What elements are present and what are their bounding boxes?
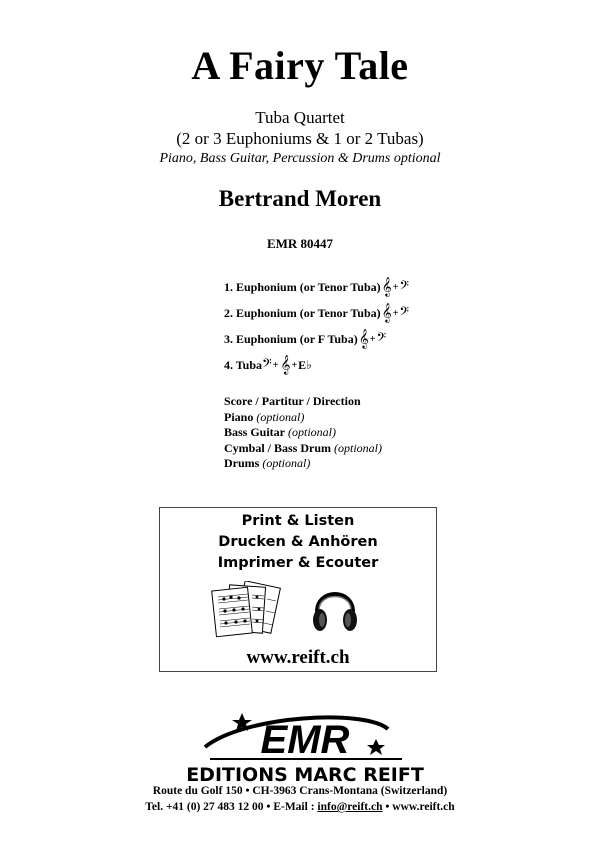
part-4 xyxy=(224,352,409,378)
plus-sign: + xyxy=(392,281,399,293)
bass-clef-icon: 𝄢 xyxy=(376,329,387,348)
promo-website: www.reift.ch xyxy=(246,647,350,668)
email-link[interactable]: info@reift.ch xyxy=(317,801,383,813)
plus-sign: + xyxy=(392,307,399,319)
promo-line-german: Drucken & Anhören xyxy=(218,534,378,550)
e-flat-label: E♭ xyxy=(298,357,312,372)
treble-clef-icon: 𝄞 xyxy=(280,354,291,375)
plus-sign: + xyxy=(369,333,376,345)
plus-sign: + xyxy=(291,359,298,371)
promo-line-english: Print & Listen xyxy=(241,513,355,529)
treble-clef-icon: 𝄞 xyxy=(381,276,392,297)
treble-clef-icon: 𝄞 xyxy=(381,302,392,323)
optional-instruments: Piano, Bass Guitar, Percussion & Drums optional xyxy=(159,151,441,166)
catalog-number: EMR 80447 xyxy=(266,236,334,251)
bass-clef-icon: 𝄢 xyxy=(399,303,410,322)
headphones-icon xyxy=(310,578,360,638)
emr-logo xyxy=(150,707,460,793)
part-label: 3. Euphonium (or F Tuba) xyxy=(224,331,358,346)
part-1 xyxy=(224,274,409,300)
publisher-address: Route du Golf 150 • CH-3963 Crans-Montana (Switzerland) xyxy=(152,785,448,797)
plus-sign: + xyxy=(272,359,279,371)
score-set-item: Cymbal / Bass Drum (optional) xyxy=(224,440,383,455)
score-set-item: Score / Partitur / Direction xyxy=(224,394,361,408)
logo-mark: EMR xyxy=(260,718,350,762)
title: A Fairy Tale xyxy=(191,43,409,88)
part-label: 2. Euphonium (or Tenor Tuba) xyxy=(224,305,381,320)
treble-clef-icon: 𝄞 xyxy=(358,328,369,349)
part-label: 4. Tuba xyxy=(224,357,263,372)
bass-clef-icon: 𝄢 xyxy=(262,355,272,374)
part-3 xyxy=(224,326,409,352)
promo-line-french: Imprimer & Ecouter xyxy=(217,555,379,571)
part-2 xyxy=(224,300,409,326)
part-label: 1. Euphonium (or Tenor Tuba) xyxy=(224,279,381,294)
parts-list xyxy=(224,274,409,378)
instrumentation: (2 or 3 Euphoniums & 1 or 2 Tubas) xyxy=(176,129,424,148)
score-set-item: Drums (optional) xyxy=(224,456,311,471)
score-set-item: Bass Guitar (optional) xyxy=(224,425,337,440)
score-set-item: Piano (optional) xyxy=(224,409,305,424)
publisher-contact: Tel. +41 (0) 27 483 12 00 • E-Mail : info@reift.ch • www.reift.ch xyxy=(145,801,455,813)
subtitle: Tuba Quartet xyxy=(255,108,345,127)
composer: Bertrand Moren xyxy=(218,186,382,211)
sheet-music-icon xyxy=(210,581,285,641)
bass-clef-icon: 𝄢 xyxy=(399,277,410,296)
print-listen-box xyxy=(159,507,437,672)
score-sets-list xyxy=(224,394,382,472)
publisher-name: EDITIONS MARC REIFT xyxy=(186,764,424,786)
